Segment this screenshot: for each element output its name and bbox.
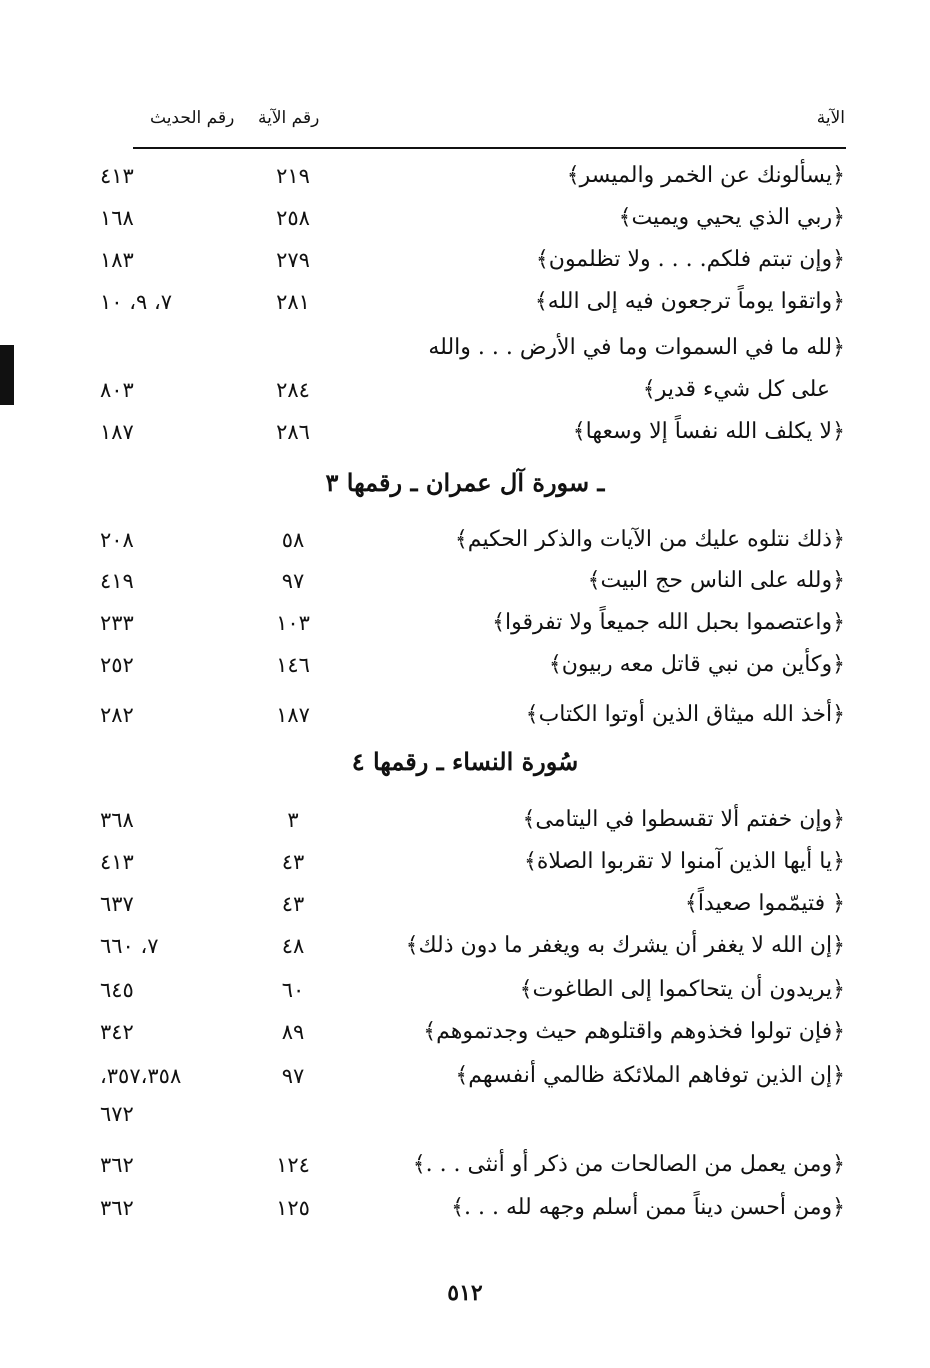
verse-text: ﴿إن الله لا يغفر أن يشرك به ويغفر ما دون ذلك﴾ [405,933,845,958]
hadith-number: ٧، ٦٦٠ [100,934,159,958]
hadith-number: ١٨٣ [100,248,134,272]
ayah-number: ٤٨ [281,934,305,958]
table-row [0,1188,930,1228]
hadith-number: ١٨٧ [100,420,134,444]
surah-heading: سُورة النساء ـ رقمها ٤ [351,747,579,776]
verse-text: ﴿أخذ الله ميثاق الذين أوتوا الكتاب﴾ [525,702,845,727]
table-row [0,884,930,924]
table-row [0,520,930,560]
verse-text: ﴿ فتيمّموا صعيداً﴾ [684,891,845,916]
ayah-number: ٣ [287,808,299,832]
header-ayah-text: الآية [816,108,845,128]
table-row [0,412,930,452]
hadith-number: ٧، ٩، ١٠ [100,290,173,314]
table-row [0,970,930,1010]
surah-heading: ـ سورة آل عمران ـ رقمها ٣ [325,468,605,497]
hadith-number: ٢٠٨ [100,528,134,552]
verse-text: ﴿ربي الذي يحيي ويميت﴾ [618,205,845,230]
ayah-number: ٢٨٤ [276,378,310,402]
header-rule [133,147,846,149]
ayah-number: ٥٨ [281,528,305,552]
verse-text: ﴿لله ما في السموات وما في الأرض . . . والله [428,335,845,360]
hadith-number: ٦٤٥ [100,978,134,1002]
ayah-number: ١٠٣ [276,611,310,635]
hadith-number: ٣٦٢ [100,1196,134,1220]
table-row [0,1056,930,1096]
table-row [0,1012,930,1052]
table-row [0,1094,930,1134]
hadith-number: ٣٥٧،٣٥٨، [100,1064,182,1088]
verse-text: ﴿فإن تولوا فخذوهم واقتلوهم حيث وجدتموهم﴾ [423,1019,845,1044]
verse-text: ﴿ذلك نتلوه عليك من الآيات والذكر الحكيم﴾ [454,527,845,552]
ayah-number: ٢٧٩ [276,248,310,272]
table-row [0,842,930,882]
verse-text: ﴿يريدون أن يتحاكموا إلى الطاغوت﴾ [519,977,845,1002]
hadith-number: ٢٨٢ [100,703,134,727]
verse-text: ﴿يا أيها الذين آمنوا لا تقربوا الصلاة﴾ [524,849,845,874]
table-row [0,1145,930,1185]
hadith-number: ٢٥٢ [100,653,134,677]
table-row [0,645,930,685]
ayah-number: ٤٣ [281,892,305,916]
hadith-number: ٣٦٨ [100,808,134,832]
page-edge-mark [0,345,14,405]
verse-text: ﴿ومن يعمل من الصالحات من ذكر أو أنثى . . .﴾ [412,1152,845,1177]
verse-text: ﴿وإن خفتم ألا تقسطوا في اليتامى﴾ [522,807,845,832]
table-row [0,561,930,601]
table-row [0,156,930,196]
ayah-number: ٢٨١ [276,290,310,314]
table-row [0,926,930,966]
hadith-number: ٢٣٣ [100,611,134,635]
ayah-number: ١٢٤ [276,1153,310,1177]
verse-text: ﴿لا يكلف الله نفساً إلا وسعها﴾ [572,419,845,444]
ayah-number: ١٨٧ [276,703,310,727]
verse-text: ﴿إن الذين توفاهم الملائكة ظالمي أنفسهم﴾ [455,1063,845,1088]
hadith-number: ٣٦٢ [100,1153,134,1177]
ayah-number: ٩٧ [281,569,305,593]
table-row [0,282,930,322]
table-row [0,603,930,643]
verse-text: ﴿واتقوا يوماً ترجعون فيه إلى الله﴾ [534,289,845,314]
verse-text: على كل شيء قدير﴾ [642,377,830,402]
verse-text: ﴿ومن أحسن ديناً ممن أسلم وجهه لله . . .﴾ [451,1195,845,1220]
page-number: ٥١٢ [447,1280,483,1306]
hadith-number: ٣٤٢ [100,1020,134,1044]
ayah-number: ١٤٦ [276,653,310,677]
table-row [0,800,930,840]
hadith-number: ٤١٩ [100,569,134,593]
hadith-number: ٤١٣ [100,164,134,188]
ayah-number: ٢٥٨ [276,206,310,230]
verse-text: ﴿يسألونك عن الخمر والميسر﴾ [566,163,845,188]
hadith-number: ٦٣٧ [100,892,134,916]
header-ayah-number: رقم الآية [258,108,320,128]
ayah-number: ٩٧ [281,1064,305,1088]
table-row [0,370,930,410]
hadith-number: ١٦٨ [100,206,134,230]
verse-text: ﴿وكأين من نبي قاتل معه ربيون﴾ [548,652,845,677]
table-row [0,695,930,735]
ayah-number: ٨٩ [281,1020,305,1044]
verse-text: ﴿واعتصموا بحبل الله جميعاً ولا تفرقوا﴾ [492,610,845,635]
header-hadith-number: رقم الحديث [150,108,235,128]
ayah-number: ٤٣ [281,850,305,874]
hadith-number: ٤١٣ [100,850,134,874]
ayah-number: ٢١٩ [276,164,310,188]
verse-text: ﴿وإن تبتم فلكم. . . . ولا تظلمون﴾ [535,247,845,272]
hadith-number: ٦٧٢ [100,1102,134,1126]
table-row [0,198,930,238]
ayah-number: ١٢٥ [276,1196,310,1220]
hadith-number: ٨٠٣ [100,378,134,402]
table-row [0,240,930,280]
verse-text: ﴿ولله على الناس حج البيت﴾ [587,568,845,593]
table-row [0,328,930,368]
ayah-number: ٦٠ [281,978,305,1002]
ayah-number: ٢٨٦ [276,420,310,444]
